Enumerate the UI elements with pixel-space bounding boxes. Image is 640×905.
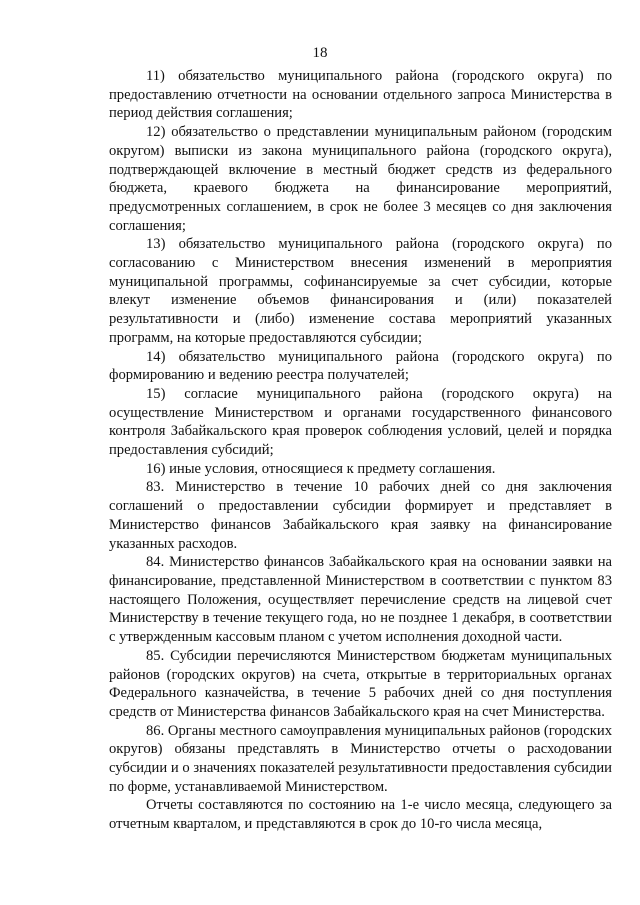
paragraph-clause-83: 83. Министерство в течение 10 рабочих дней со дня заключения соглашений о предоставлении субсидии формирует и представляет в Министерство финансов Забайкальского края заявку на финансирование указанных расходов.: [109, 479, 612, 552]
paragraph-clause-84: 84. Министерство финансов Забайкальского края на основании заявки на финансирование, представленной Министерством в соответствии с пунктом 83 настоящего Положения, осуществляет перечисление средств на лицевой счет Министерству в течение текущего года, но не позднее 1 декабря, в соответствии с утвержденным кассовым планом с учетом исполнения доходной части.: [109, 554, 612, 646]
paragraph-item-13: 13) обязательство муниципального района (городского округа) по согласованию с Министерством внесения изменений в мероприятия муниципальной программы, софинансируемые за счет субсидии, которые влекут изменение объемов финансирования и (или) показателей результативности и (либо) изменение состава мероприятий указанных программ, на которые предоставляются субсидии;: [109, 236, 612, 346]
paragraph-item-11: 11) обязательство муниципального района (городского округа) по предоставлению отчетности на основании отдельного запроса Министерства в период действия соглашения;: [109, 68, 612, 122]
paragraph-item-14: 14) обязательство муниципального района (городского округа) по формированию и ведению реестра получателей;: [109, 348, 612, 384]
paragraph-item-12: 12) обязательство о представлении муниципальным районом (городским округом) выписки из закона муниципального района (городского округа), подтверждающей включение в местный бюджет средств из федерального бюджета, краевого бюджета на финансирование мероприятий, предусмотренных соглашением, в срок не более 3 месяцев со дня заключения соглашения;: [109, 124, 612, 234]
document-body: [109, 67, 612, 834]
paragraph-clause-85: 85. Субсидии перечисляются Министерством бюджетам муниципальных районов (городских округов) на счета, открытые в территориальных органах Федерального казначейства, в течение 5 рабочих дней со дня поступления средств от Министерства финансов Забайкальского края на счет Министерства.: [109, 647, 612, 720]
paragraph-item-15: 15) согласие муниципального района (городского округа) на осуществление Министерством и органами государственного финансового контроля Забайкальского края проверок соблюдения условий, целей и порядка предоставления субсидий;: [109, 385, 612, 459]
paragraph-item-16: 16) иные условия, относящиеся к предмету соглашения.: [146, 460, 496, 477]
paragraph-clause-86: 86. Органы местного самоуправления муниципальных районов (городских округов) обязаны представлять в Министерство отчеты о расходовании субсидии и о значениях показателей результативности предоставления субсидии по форме, устанавливаемой Министерством.: [109, 722, 612, 795]
page-number: 18: [312, 45, 328, 61]
paragraph-reports: Отчеты составляются по состоянию на 1-е число месяца, следующего за отчетным кварталом, и представляются в срок до 10-го числа месяца,: [109, 797, 612, 833]
